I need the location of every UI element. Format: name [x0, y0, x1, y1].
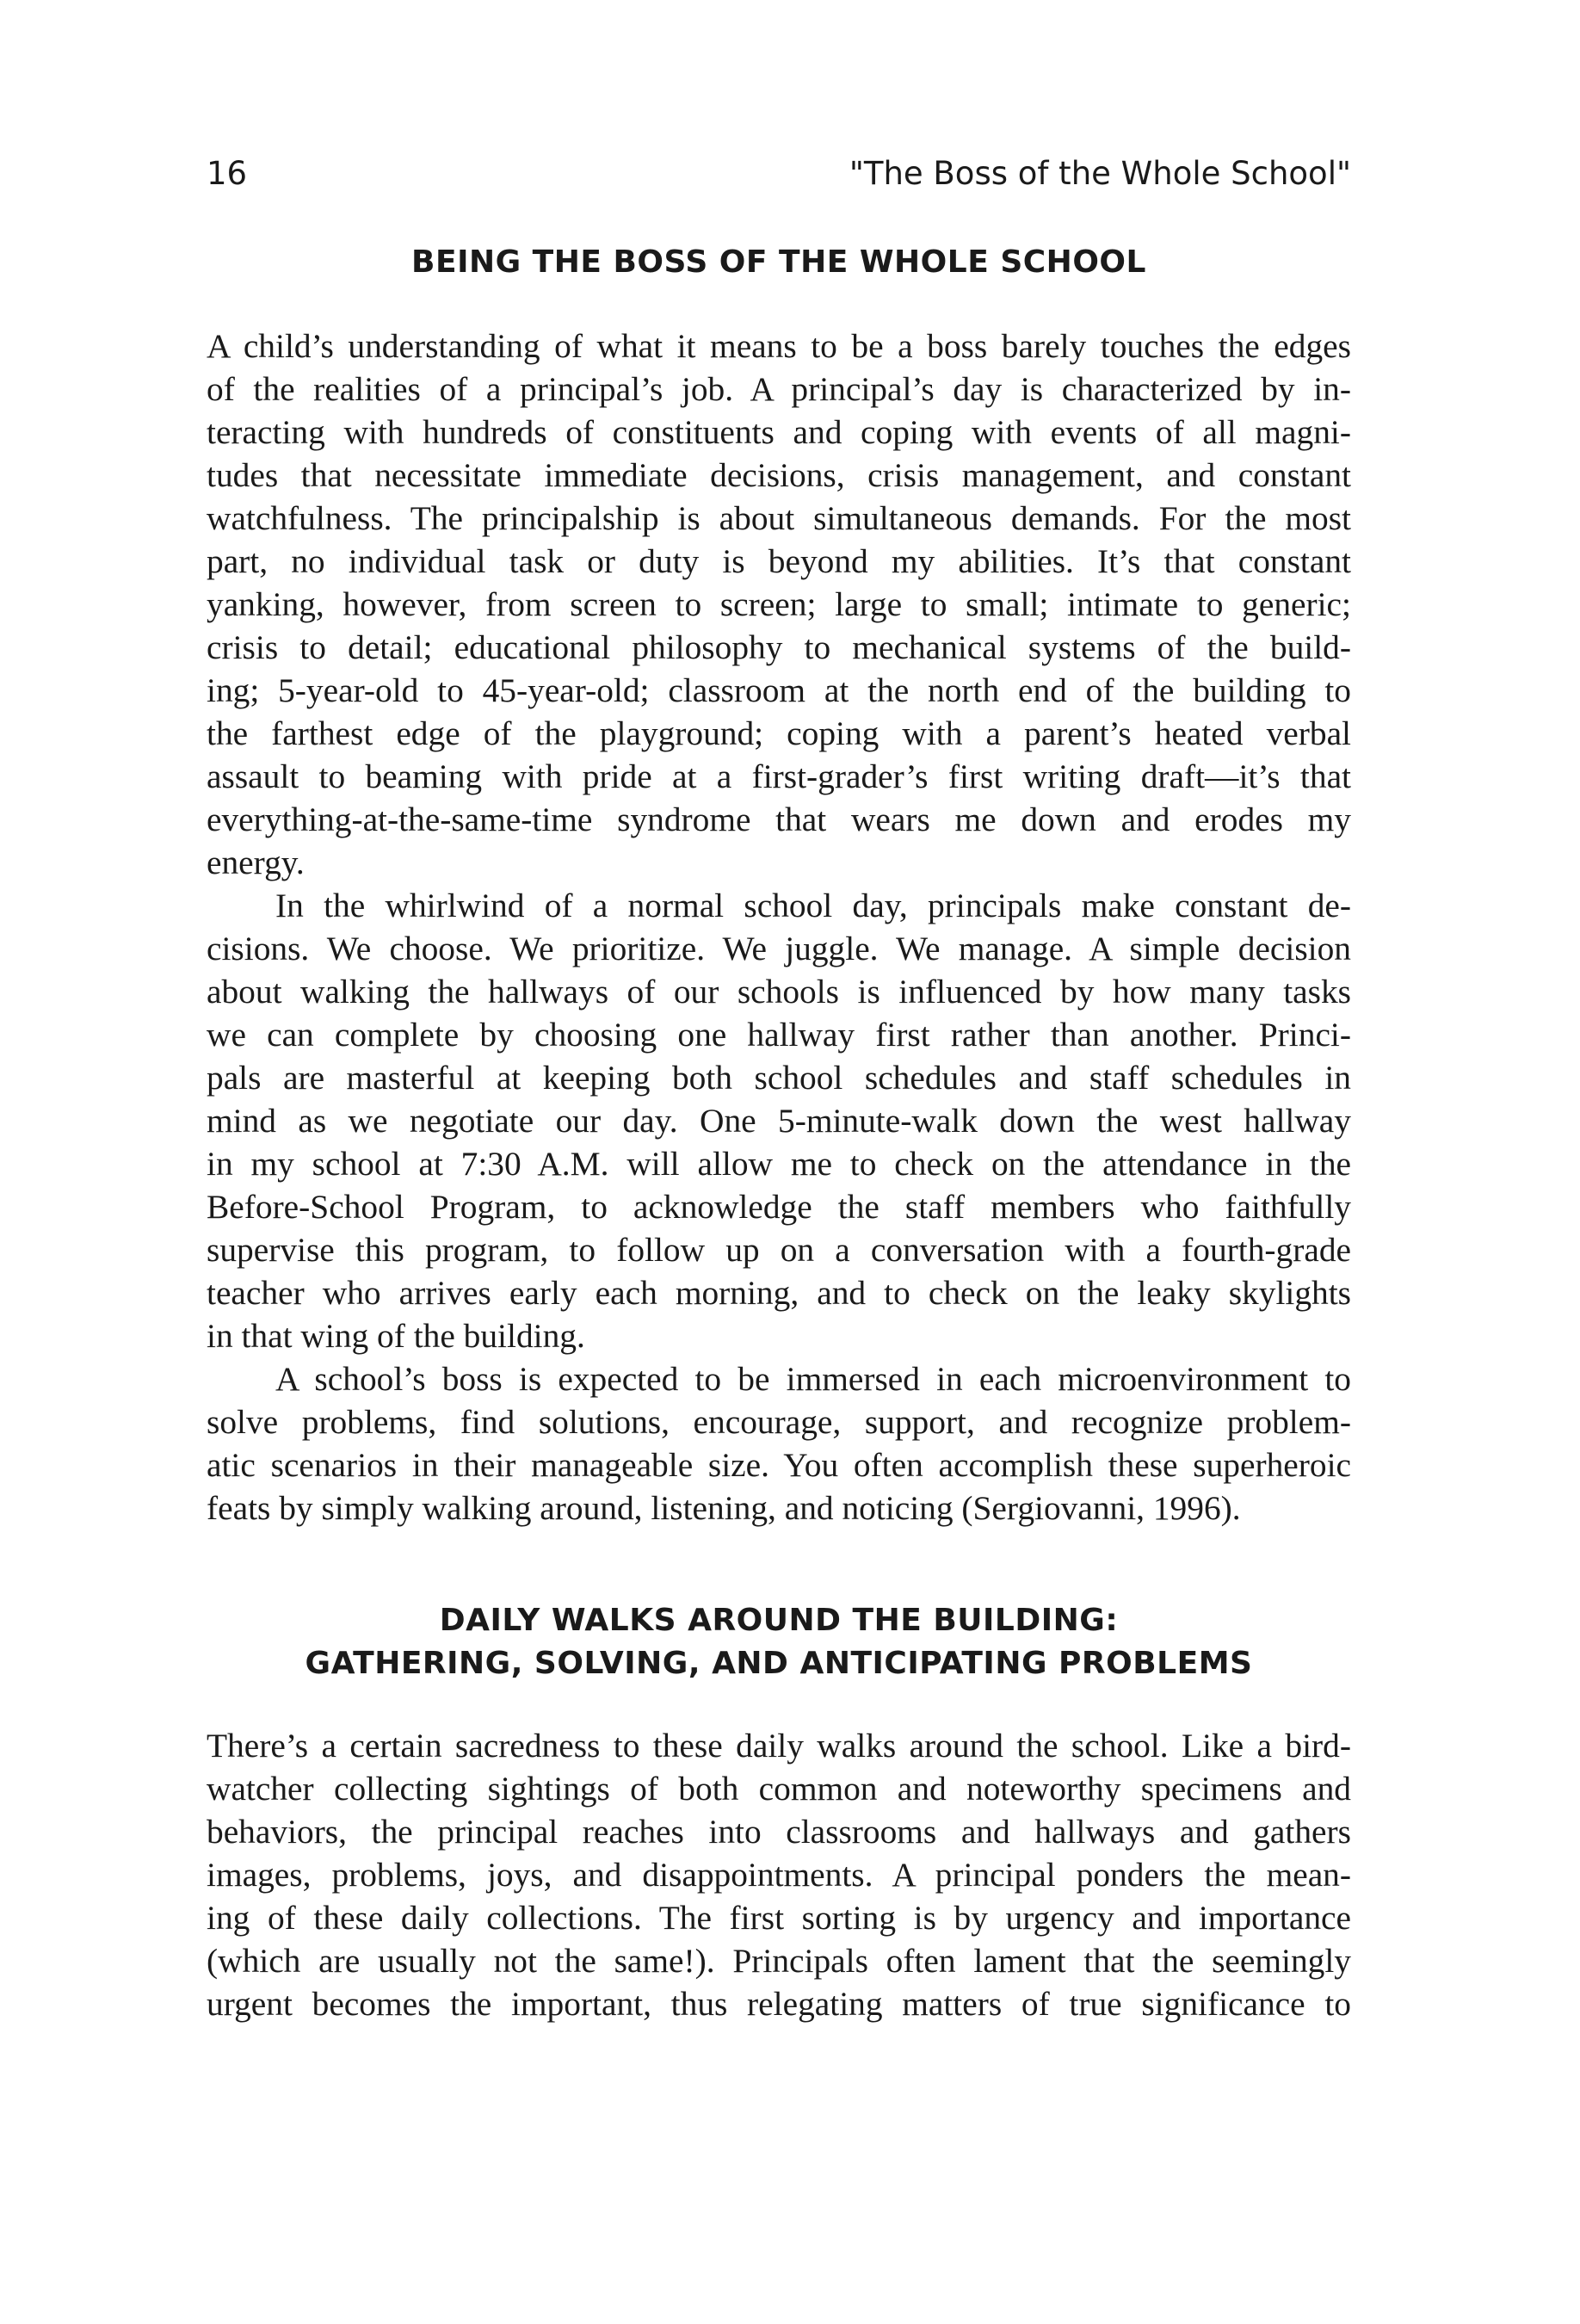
text-line: ing of these daily collections. The first sorting is by urgency and importance: [207, 1899, 1351, 1937]
text-line: images, problems, joys, and disappointments. A principal ponders the mean-: [207, 1856, 1351, 1894]
text-line: in my school at 7:30 A.M. will allow me to check on the attendance in the: [207, 1145, 1351, 1183]
text-line: the farthest edge of the playground; coping with a parent’s heated verbal: [207, 714, 1351, 752]
text-line: watchfulness. The principalship is about simultaneous demands. For the most: [207, 499, 1351, 537]
running-title: "The Boss of the Whole School": [849, 155, 1351, 192]
section-body: [207, 1724, 1351, 2025]
text-line: energy.: [207, 844, 305, 881]
heading-line: GATHERING, SOLVING, AND ANTICIPATING PROBLEMS: [305, 1646, 1253, 1681]
text-line: atic scenarios in their manageable size. You often accomplish these superheroic: [207, 1446, 1351, 1484]
running-head: [207, 148, 1351, 200]
text-line: in that wing of the building.: [207, 1317, 585, 1355]
text-line: yanking, however, from screen to screen; large to small; intimate to generic;: [207, 585, 1351, 623]
section-heading: BEING THE BOSS OF THE WHOLE SCHOOL: [411, 244, 1146, 280]
text-line: crisis to detail; educational philosophy to mechanical systems of the build-: [207, 628, 1351, 666]
text-line: (which are usually not the same!). Principals often lament that the seemingly: [207, 1942, 1351, 1980]
text-line: In the whirlwind of a normal school day, principals make constant de-: [275, 887, 1351, 924]
text-line: cisions. We choose. We prioritize. We juggle. We manage. A simple decision: [207, 930, 1351, 967]
paragraph: [207, 324, 1351, 884]
text-line: part, no individual task or duty is beyond my abilities. It’s that constant: [207, 542, 1351, 580]
text-line: tudes that necessitate immediate decisions, crisis management, and constant: [207, 456, 1351, 494]
paragraph: [207, 884, 1351, 1357]
section-body: [207, 324, 1351, 1530]
paragraph: [207, 1357, 1351, 1530]
text-line: feats by simply walking around, listening, and noticing (Sergiovanni, 1996).: [207, 1489, 1241, 1527]
text-line: ing; 5-year-old to 45-year-old; classroom at the north end of the building to: [207, 671, 1351, 709]
text-line: urgent becomes the important, thus relegating matters of true significance to: [207, 1985, 1351, 2023]
text-line: assault to beaming with pride at a first-grader’s first writing draft—it’s that: [207, 757, 1351, 795]
text-line: behaviors, the principal reaches into classrooms and hallways and gathers: [207, 1813, 1351, 1851]
text-line: watcher collecting sightings of both common and noteworthy specimens and: [207, 1770, 1351, 1808]
text-line: A school’s boss is expected to be immersed in each microenvironment to: [275, 1360, 1351, 1398]
text-line: Before-School Program, to acknowledge the staff members who faithfully: [207, 1188, 1351, 1226]
text-line: pals are masterful at keeping both school schedules and staff schedules in: [207, 1059, 1351, 1097]
text-line: A child’s understanding of what it means to be a boss barely touches the edges: [207, 327, 1351, 365]
text-line: everything-at-the-same-time syndrome that wears me down and erodes my: [207, 800, 1351, 838]
text-line: we can complete by choosing one hallway first rather than another. Princi-: [207, 1016, 1351, 1054]
paragraph: [207, 1724, 1351, 2025]
text-line: teracting with hundreds of constituents and coping with events of all magni-: [207, 413, 1351, 451]
text-line: mind as we negotiate our day. One 5-minute-walk down the west hallway: [207, 1102, 1351, 1140]
section-heading: [207, 1599, 1351, 1685]
text-line: teacher who arrives early each morning, and to check on the leaky skylights: [207, 1274, 1351, 1312]
page-number: 16: [207, 155, 248, 192]
heading-line: DAILY WALKS AROUND THE BUILDING:: [439, 1603, 1119, 1638]
text-line: about walking the hallways of our schools is influenced by how many tasks: [207, 973, 1351, 1011]
text-line: There’s a certain sacredness to these daily walks around the school. Like a bird-: [207, 1727, 1351, 1765]
text-line: supervise this program, to follow up on a conversation with a fourth-grade: [207, 1231, 1351, 1269]
text-line: of the realities of a principal’s job. A principal’s day is characterized by in-: [207, 370, 1351, 408]
text-line: solve problems, find solutions, encourage, support, and recognize problem-: [207, 1403, 1351, 1441]
